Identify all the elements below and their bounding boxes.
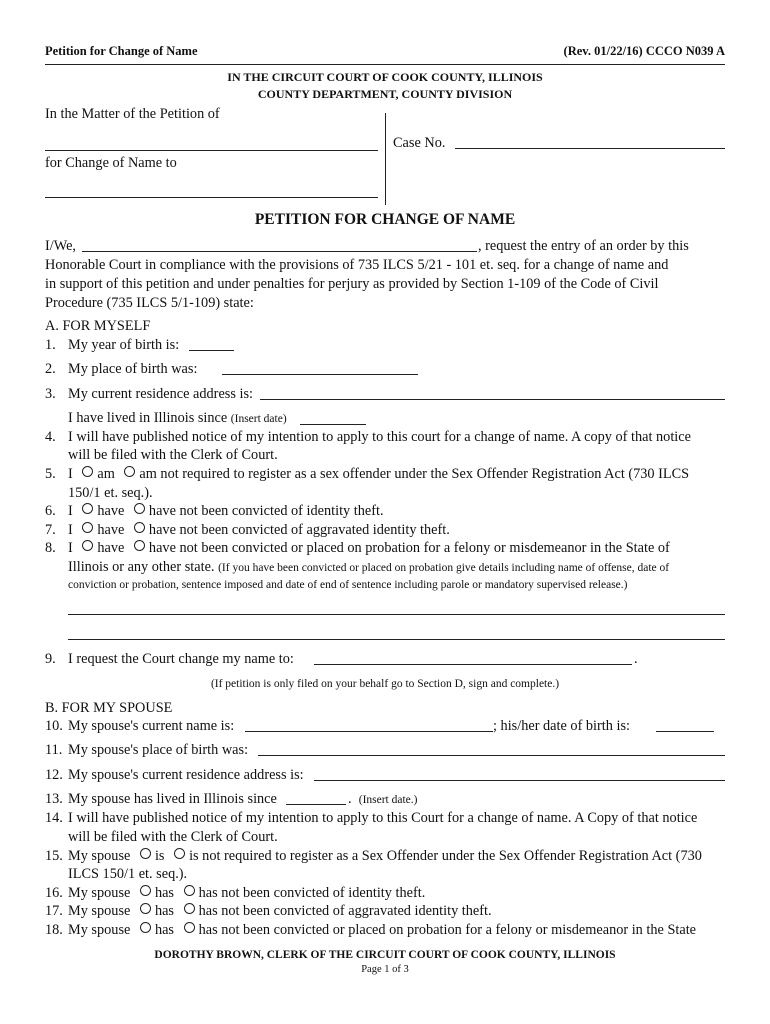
item-number: 15. [45, 848, 63, 864]
radio-am[interactable] [82, 466, 93, 477]
item-number: 5. [45, 466, 56, 482]
spouse-illinois-since-note: . (Insert date.) [348, 791, 418, 807]
spouse-residence-label: My spouse's current residence address is: [68, 767, 304, 783]
page-number: Page 1 of 3 [361, 964, 409, 975]
item-number: 10. [45, 718, 63, 734]
item-number: 13. [45, 791, 63, 807]
section-b-heading: B. FOR MY SPOUSE [45, 700, 173, 716]
birth-year-label: My year of birth is: [68, 337, 180, 353]
birth-year-field[interactable] [189, 350, 234, 351]
radio-is[interactable] [140, 848, 151, 859]
radio-is-not[interactable] [174, 848, 185, 859]
radio-has[interactable] [140, 885, 151, 896]
radio-have[interactable] [82, 503, 93, 514]
sex-offender-row: I am am not required to register as a sex offender under the Sex Offender Registration Act (730 ILCS [68, 466, 690, 482]
radio-have-not[interactable] [134, 540, 145, 551]
clerk-footer: DOROTHY BROWN, CLERK OF THE CIRCUIT COURT OF COOK COUNTY, ILLINOIS [154, 949, 616, 961]
spouse-notice-line-1: I will have published notice of my intention to apply to this Court for a change of name. A Copy of that notice [68, 810, 698, 826]
item-number: 1. [45, 337, 56, 353]
new-name-field[interactable] [45, 197, 378, 198]
case-no-field[interactable] [455, 148, 725, 149]
spouse-birthplace-field[interactable] [258, 755, 725, 756]
residence-label: My current residence address is: [68, 386, 254, 402]
radio-have[interactable] [82, 522, 93, 533]
document-title: PETITION FOR CHANGE OF NAME [254, 211, 516, 228]
illinois-since-label: I have lived in Illinois since (Insert date) [68, 410, 287, 426]
notice-line-1: I will have published notice of my intention to apply to this court for a change of name. A copy of that notice [68, 429, 691, 445]
header-rule [45, 64, 725, 65]
conviction-details-field-2[interactable] [68, 639, 725, 640]
sex-offender-line-2: 150/1 et. seq.). [68, 485, 153, 501]
radio-has[interactable] [140, 903, 151, 914]
intro-line-4: Procedure (735 ILCS 5/1-109) state: [45, 295, 254, 311]
item-number: 11. [45, 742, 63, 758]
caption-change-to: for Change of Name to [45, 155, 177, 171]
period: . [634, 651, 638, 667]
petitioner-name-field[interactable] [45, 150, 378, 151]
spouse-illinois-since-label: My spouse has lived in Illinois since [68, 791, 277, 807]
form-revision: (Rev. 01/22/16) CCCO N039 A [563, 44, 725, 58]
radio-have[interactable] [82, 540, 93, 551]
radio-have-not[interactable] [134, 522, 145, 533]
intro-request: , request the entry of an order by this [478, 238, 689, 254]
requested-name-field[interactable] [314, 664, 632, 665]
notice-line-2: will be filed with the Clerk of Court. [68, 447, 278, 463]
caption-divider [385, 113, 386, 205]
radio-has-not[interactable] [184, 903, 195, 914]
aggravated-theft-row: I have have not been convicted of aggravated identity theft. [68, 522, 450, 538]
residence-field[interactable] [260, 399, 725, 400]
form-title: Petition for Change of Name [45, 44, 198, 58]
item-number: 18. [45, 922, 63, 938]
item-number: 16. [45, 885, 63, 901]
intro-line-2: Honorable Court in compliance with the provisions of 735 ILCS 5/21 - 101 et. seq. for a change of name and [45, 257, 669, 273]
spouse-birthplace-label: My spouse's place of birth was: [68, 742, 249, 758]
item-number: 4. [45, 429, 56, 445]
birth-place-field[interactable] [222, 374, 418, 375]
spouse-dob-field[interactable] [656, 731, 714, 732]
spouse-residence-field[interactable] [314, 780, 725, 781]
court-line-2: COUNTY DEPARTMENT, COUNTY DIVISION [257, 87, 513, 101]
radio-am-not[interactable] [124, 466, 135, 477]
section-a-heading: A. FOR MYSELF [45, 318, 151, 334]
spouse-felony-row: My spouse has has not been convicted or placed on probation for a felony or misdemeanor in the State [68, 922, 697, 938]
spouse-dob-label: ; his/her date of birth is: [493, 718, 630, 734]
spouse-name-field[interactable] [245, 731, 493, 732]
spouse-identity-theft-row: My spouse has has not been convicted of identity theft. [68, 885, 426, 901]
felony-row: I have have not been convicted or placed on probation for a felony or misdemeanor in the State of [68, 540, 670, 556]
item-number: 7. [45, 522, 56, 538]
birth-place-label: My place of birth was: [68, 361, 198, 377]
spouse-notice-line-2: will be filed with the Clerk of Court. [68, 829, 278, 845]
radio-have-not[interactable] [134, 503, 145, 514]
section-d-note: (If petition is only filed on your behalf go to Section D, sign and complete.) [210, 678, 560, 690]
item-number: 6. [45, 503, 56, 519]
case-no-label: Case No. [393, 135, 446, 151]
radio-has[interactable] [140, 922, 151, 933]
felony-line-2: Illinois or any other state. (If you have been convicted or placed on probation give details including name of offense, date of [68, 559, 670, 575]
item-number: 17. [45, 903, 63, 919]
identity-theft-row: I have have not been convicted of identity theft. [68, 503, 384, 519]
spouse-illinois-since-field[interactable] [286, 804, 346, 805]
illinois-since-field[interactable] [300, 424, 366, 425]
spouse-name-label: My spouse's current name is: [68, 718, 235, 734]
radio-has-not[interactable] [184, 885, 195, 896]
item-number: 2. [45, 361, 56, 377]
item-number: 14. [45, 810, 63, 826]
item-number: 9. [45, 651, 56, 667]
intro-line-3: in support of this petition and under penalties for perjury as provided by Section 1-109 of the Code of Civil [45, 276, 659, 292]
felony-line-3: conviction or probation, sentence imposed and date of end of sentence including parole or mandatory supervised release.) [68, 579, 628, 591]
spouse-sex-offender-row: My spouse is is not required to register as a Sex Offender under the Sex Offender Registration Act (730 [68, 848, 702, 864]
spouse-aggravated-theft-row: My spouse has has not been convicted of aggravated identity theft. [68, 903, 492, 919]
caption-matter: In the Matter of the Petition of [45, 106, 220, 122]
item-number: 8. [45, 540, 56, 556]
new-name-request-label: I request the Court change my name to: [68, 651, 294, 667]
item-number: 3. [45, 386, 56, 402]
conviction-details-field-1[interactable] [68, 614, 725, 615]
petitioner-names-field[interactable] [82, 251, 477, 252]
intro-iwe: I/We, [45, 238, 77, 254]
radio-has-not[interactable] [184, 922, 195, 933]
spouse-sex-offender-line-2: ILCS 150/1 et. seq.). [68, 866, 188, 882]
court-line-1: IN THE CIRCUIT COURT OF COOK COUNTY, ILLINOIS [227, 70, 543, 84]
item-number: 12. [45, 767, 63, 783]
